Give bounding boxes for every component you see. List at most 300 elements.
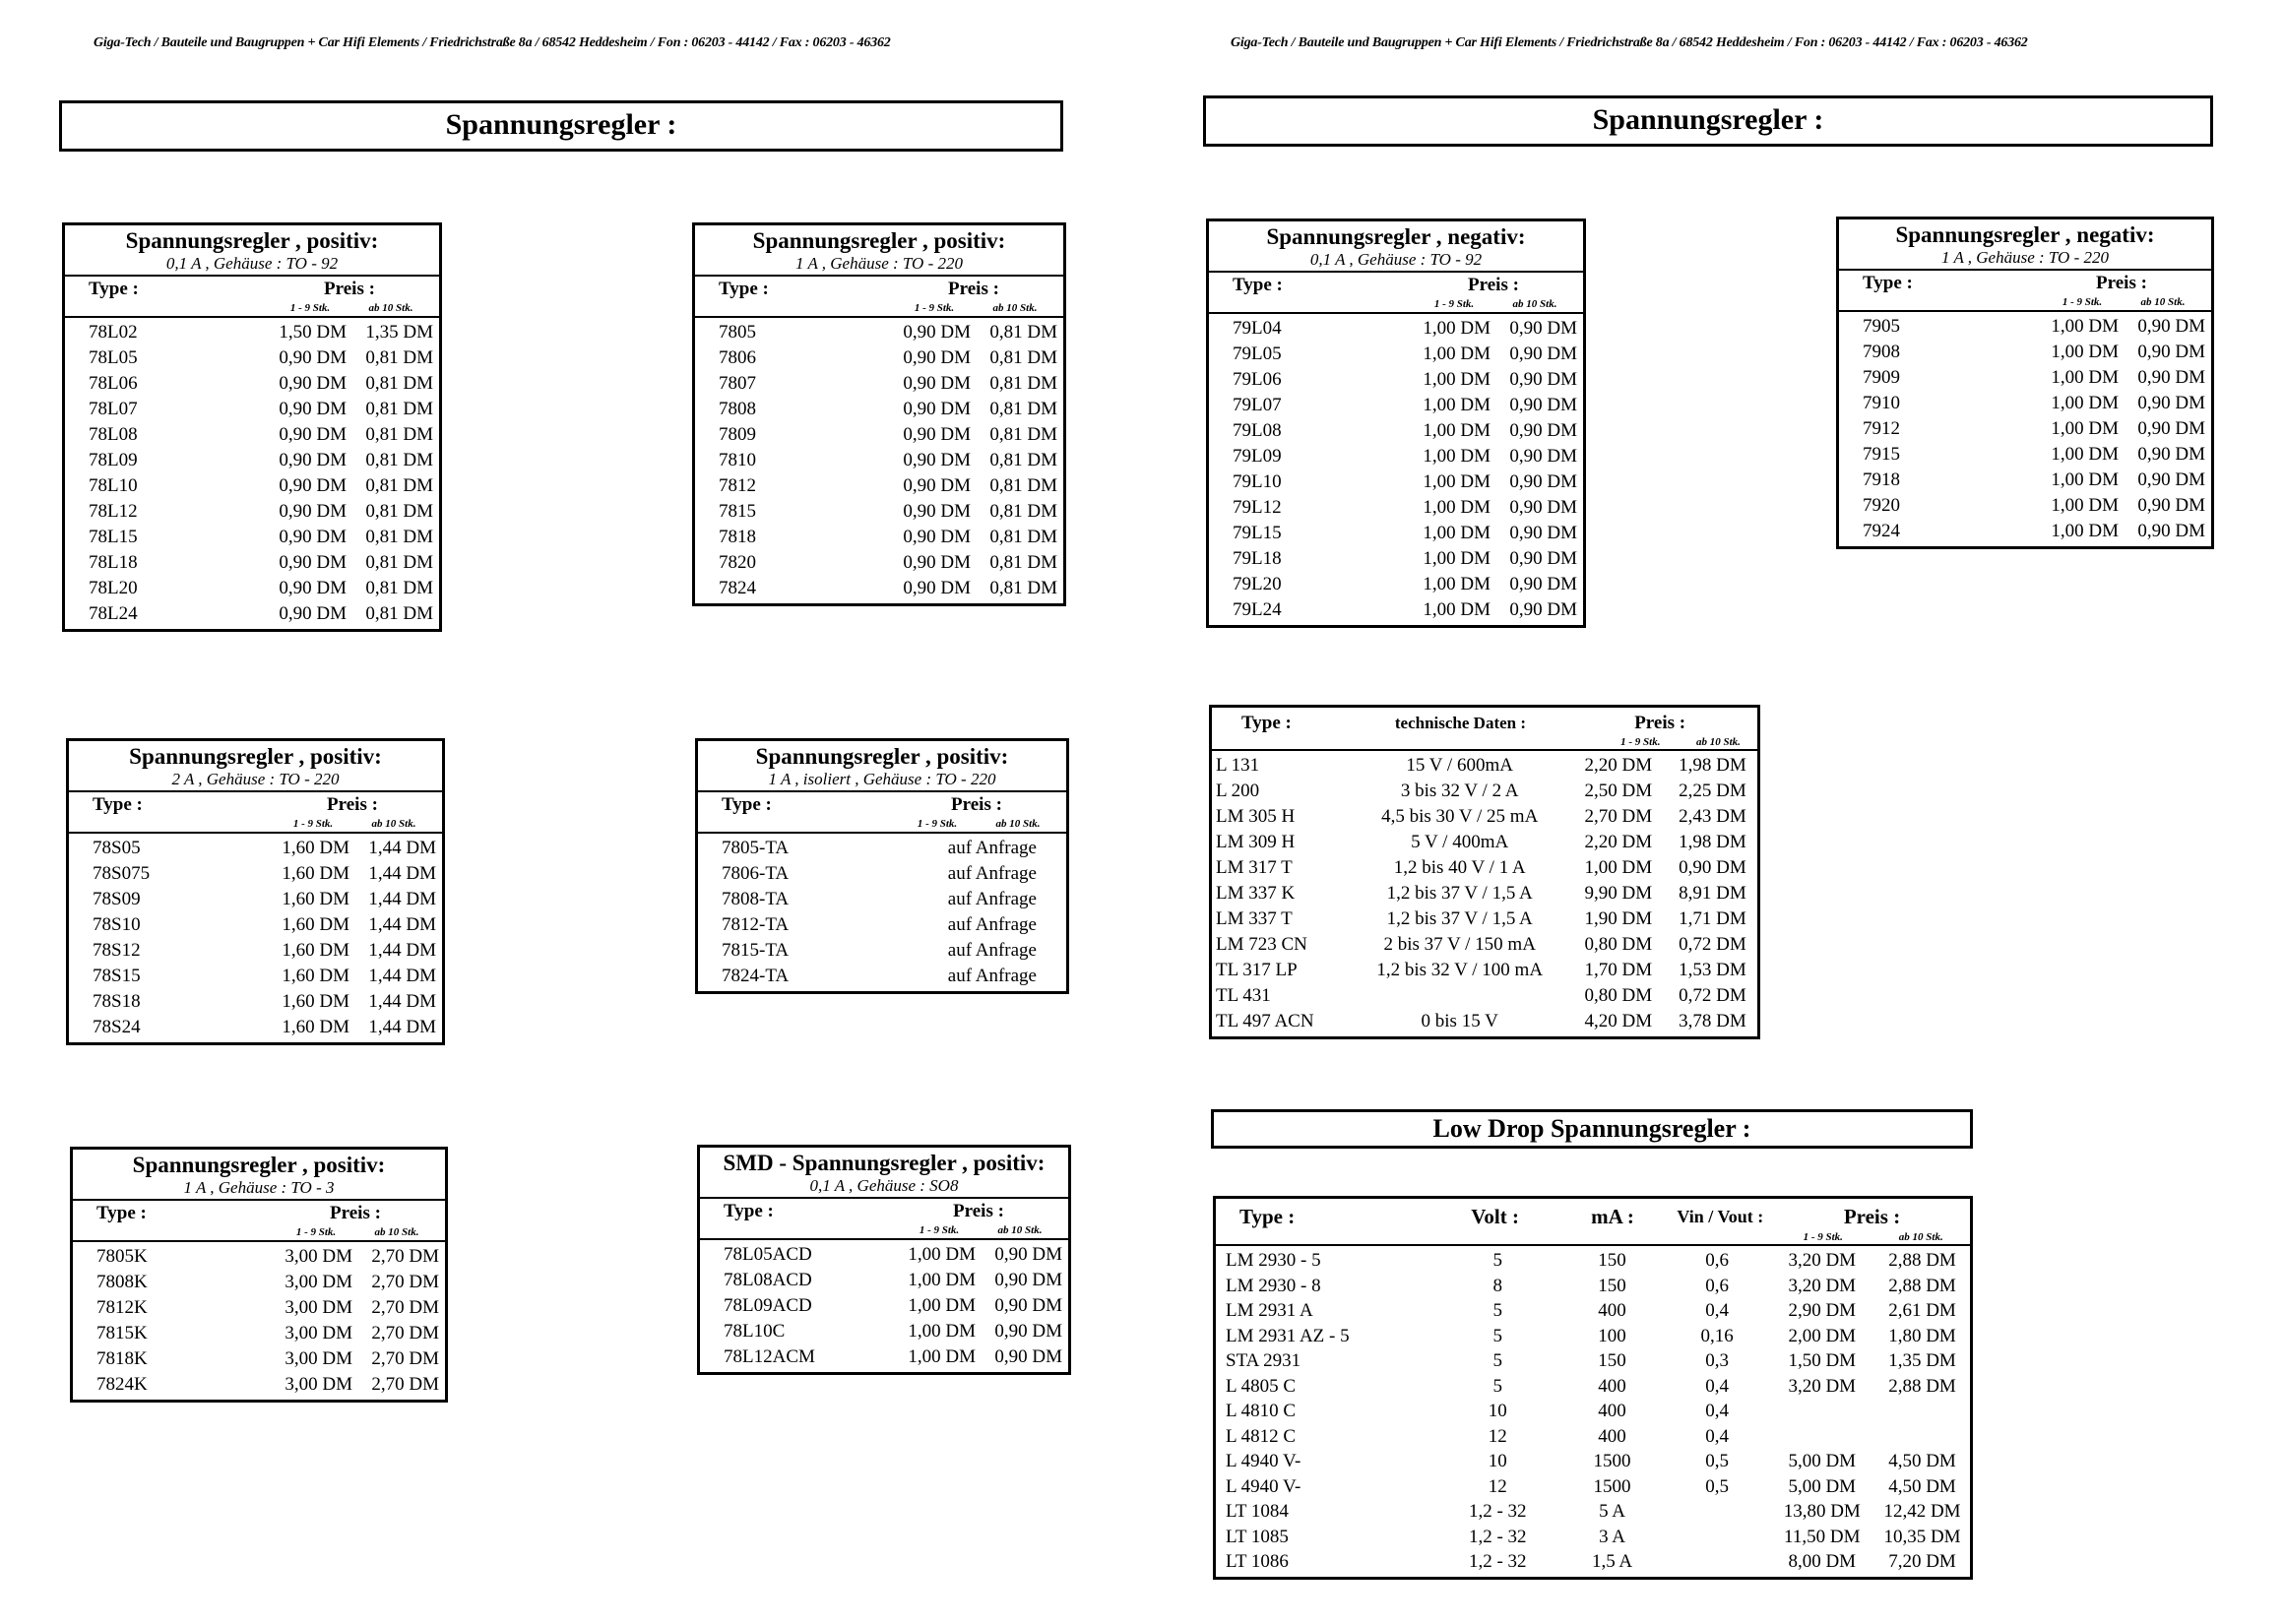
- price-1-9: 0,80 DM: [1584, 934, 1653, 955]
- price-1-9: 2,70 DM: [1584, 806, 1653, 827]
- table-row: [73, 1270, 445, 1295]
- price-note: auf Anfrage: [947, 889, 1037, 909]
- table-row: [1212, 958, 1757, 983]
- price-10: 0,90 DM: [2137, 495, 2205, 516]
- price-10: 1,71 DM: [1679, 908, 1746, 929]
- price-10: 0,81 DM: [365, 424, 433, 445]
- table-row: [1839, 468, 2211, 493]
- quantity-header: [700, 1222, 1068, 1240]
- price-1-9: 4,20 DM: [1584, 1011, 1653, 1031]
- price-10: 1,44 DM: [368, 863, 436, 884]
- price-1-9: 1,00 DM: [2051, 393, 2119, 413]
- price-10: 0,90 DM: [2137, 444, 2205, 465]
- current: 100: [1598, 1325, 1626, 1346]
- col-preis: Preis :: [324, 279, 375, 299]
- price-10: 0,81 DM: [365, 373, 433, 394]
- table-row: [65, 550, 439, 576]
- table-row: [1209, 546, 1583, 572]
- page-title-right: Spannungsregler :: [1203, 95, 2213, 147]
- price-1-9: 0,90 DM: [903, 475, 971, 496]
- column-header: [1839, 271, 2211, 294]
- part-type: 79L24: [1233, 599, 1282, 620]
- part-type: 7808-TA: [722, 889, 790, 909]
- table-row: [1216, 1348, 1970, 1374]
- price-1-9: 3,00 DM: [285, 1246, 352, 1267]
- table-row: [700, 1319, 1068, 1344]
- price-note: auf Anfrage: [947, 863, 1037, 884]
- part-type: 7910: [1863, 393, 1900, 413]
- col-qty-1: 1 - 9 Stk.: [2062, 296, 2103, 308]
- column-header: [65, 277, 439, 300]
- price-1-9: 3,00 DM: [285, 1374, 352, 1395]
- part-type: LM 305 H: [1216, 806, 1296, 827]
- part-type: 78L15: [89, 527, 138, 547]
- table-row: [1216, 1248, 1970, 1274]
- col-type: Type :: [724, 1201, 774, 1221]
- price-10: 2,70 DM: [371, 1297, 439, 1318]
- price-10: 0,72 DM: [1679, 985, 1746, 1006]
- col-type: Type :: [719, 279, 769, 299]
- price-10: 0,81 DM: [365, 603, 433, 624]
- price-1-9: [1769, 1424, 1874, 1450]
- technical-data: 0 bis 15 V: [1421, 1011, 1498, 1031]
- table-row: [698, 938, 1066, 964]
- part-type: 79L05: [1233, 344, 1282, 364]
- table-row: [1209, 469, 1583, 495]
- part-type: 79L10: [1233, 471, 1282, 492]
- table-title: SMD - Spannungsregler , positiv:: [723, 1151, 1046, 1175]
- vin-vout: 0,4: [1705, 1375, 1730, 1397]
- part-type: 78L12: [89, 501, 138, 522]
- price-10: 3,78 DM: [1679, 1011, 1746, 1031]
- part-type: LM 723 CN: [1216, 934, 1307, 955]
- col-type: Type :: [1241, 713, 1292, 733]
- price-1-9: 1,00 DM: [1584, 857, 1653, 878]
- price-10: 2,88 DM: [1888, 1375, 1956, 1397]
- price-1-9: 1,00 DM: [2051, 367, 2119, 388]
- col-qty-10: ab 10 Stk.: [2140, 296, 2186, 308]
- column-header: [73, 1201, 445, 1224]
- volt: 10: [1488, 1401, 1507, 1421]
- col-preis: Preis :: [330, 1203, 381, 1223]
- table-row: [698, 887, 1066, 912]
- price-1-9: 11,50 DM: [1784, 1526, 1861, 1547]
- price-1-9: 1,60 DM: [282, 991, 349, 1012]
- vin-vout: [1665, 1499, 1770, 1525]
- price-1-9: 0,90 DM: [279, 475, 347, 496]
- price-1-9: 0,90 DM: [279, 552, 347, 573]
- table-subtitle: 0,1 A , Gehäuse : TO - 92: [1309, 250, 1483, 269]
- price-table: [692, 222, 1066, 606]
- table-row: [1209, 316, 1583, 342]
- price-10: 0,81 DM: [365, 347, 433, 368]
- part-type: 78L08ACD: [724, 1270, 812, 1290]
- price-10: 4,50 DM: [1888, 1475, 1956, 1497]
- price-10: 1,44 DM: [368, 991, 436, 1012]
- price-1-9: 5,00 DM: [1788, 1451, 1857, 1471]
- table-title: Spannungsregler , negativ:: [1266, 224, 1526, 249]
- price-1-9: 1,00 DM: [2051, 469, 2119, 490]
- price-1-9: 0,90 DM: [279, 399, 347, 419]
- part-type: 78S05: [93, 838, 141, 858]
- price-1-9: 1,00 DM: [2051, 342, 2119, 362]
- price-1-9: 0,90 DM: [903, 347, 971, 368]
- part-type: LM 2930 - 5: [1226, 1250, 1321, 1271]
- current: 1,5 A: [1591, 1551, 1633, 1572]
- price-1-9: 3,20 DM: [1788, 1275, 1857, 1296]
- price-1-9: 1,00 DM: [1423, 599, 1491, 620]
- column-header: [698, 792, 1066, 816]
- part-type: 7809: [719, 424, 756, 445]
- price-10: 0,90 DM: [2137, 316, 2205, 337]
- price-10: 10,35 DM: [1883, 1526, 1961, 1547]
- price-10: 2,70 DM: [371, 1323, 439, 1343]
- table-row: [1839, 519, 2211, 544]
- price-10: 2,70 DM: [371, 1272, 439, 1292]
- price-1-9: 1,00 DM: [908, 1244, 976, 1265]
- part-type: LM 337 T: [1216, 908, 1293, 929]
- part-type: 7805: [719, 322, 756, 343]
- price-note: auf Anfrage: [947, 838, 1037, 858]
- price-10: 2,88 DM: [1888, 1250, 1956, 1271]
- price-10: 0,72 DM: [1679, 934, 1746, 955]
- part-type: 78L10: [89, 475, 138, 496]
- price-10: 0,81 DM: [365, 501, 433, 522]
- price-1-9: 1,50 DM: [279, 322, 347, 343]
- price-1-9: 3,00 DM: [285, 1272, 352, 1292]
- price-1-9: 3,00 DM: [285, 1348, 352, 1369]
- quantity-header: [1839, 294, 2211, 312]
- price-1-9: 0,90 DM: [279, 527, 347, 547]
- table-row: [65, 371, 439, 397]
- price-10: 0,90 DM: [1679, 857, 1746, 878]
- vin-vout: 0,4: [1705, 1300, 1730, 1321]
- table-row: [73, 1346, 445, 1372]
- col-preis: Preis :: [948, 279, 999, 299]
- quantity-header: [73, 1224, 445, 1242]
- table-row: [1209, 597, 1583, 623]
- col-qty-1: 1 - 9 Stk.: [295, 1226, 337, 1238]
- price-1-9: 13,80 DM: [1783, 1501, 1861, 1522]
- price-table: [1206, 219, 1586, 628]
- price-10: 0,90 DM: [994, 1295, 1062, 1316]
- table-row: [1209, 393, 1583, 418]
- current: 400: [1598, 1425, 1626, 1447]
- table-header: [1209, 221, 1583, 273]
- price-1-9: 0,90 DM: [903, 578, 971, 598]
- current: 400: [1598, 1300, 1626, 1321]
- part-type: 79L08: [1233, 420, 1282, 441]
- price-10: 0,81 DM: [365, 578, 433, 598]
- price-1-9: 0,90 DM: [903, 322, 971, 343]
- part-type: 78S24: [93, 1017, 141, 1037]
- part-type: L 200: [1216, 781, 1260, 801]
- table-row: [1212, 983, 1757, 1009]
- price-10: 8,91 DM: [1679, 883, 1746, 904]
- page-title-left: Spannungsregler :: [59, 100, 1063, 152]
- part-type: 79L06: [1233, 369, 1282, 390]
- price-1-9: 1,00 DM: [1423, 523, 1491, 543]
- part-type: LM 2930 - 8: [1226, 1275, 1321, 1296]
- table-row: [695, 397, 1063, 422]
- table-row: [65, 448, 439, 473]
- price-1-9: 1,60 DM: [282, 863, 349, 884]
- table-row: [1216, 1549, 1970, 1575]
- part-type: TL 431: [1216, 985, 1271, 1006]
- table-row: [1216, 1424, 1970, 1450]
- part-type: 7808: [719, 399, 756, 419]
- part-type: 7918: [1863, 469, 1900, 490]
- current: 150: [1598, 1350, 1626, 1371]
- price-1-9: 1,60 DM: [282, 966, 349, 986]
- table-row: [65, 473, 439, 499]
- table-title: Spannungsregler , positiv:: [755, 744, 1009, 769]
- vin-vout: 0,4: [1705, 1401, 1730, 1421]
- part-type: 7915: [1863, 444, 1900, 465]
- lowdrop-table: [1213, 1196, 1973, 1580]
- price-1-9: 1,50 DM: [1788, 1350, 1857, 1371]
- part-type: 79L15: [1233, 523, 1282, 543]
- price-1-9: 1,00 DM: [908, 1295, 976, 1316]
- volt: 5: [1492, 1300, 1502, 1321]
- col-qty-1: 1 - 9 Stk.: [1620, 736, 1661, 748]
- table-title: Spannungsregler , positiv:: [125, 228, 379, 253]
- current: 1500: [1593, 1475, 1631, 1497]
- table-row: [1839, 416, 2211, 442]
- part-type: 7818: [719, 527, 756, 547]
- table-row: [69, 887, 442, 912]
- part-type: TL 497 ACN: [1216, 1011, 1314, 1031]
- quantity-header: [69, 816, 442, 834]
- table-row: [1212, 753, 1757, 779]
- lowdrop-title: Low Drop Spannungsregler :: [1211, 1109, 1973, 1149]
- price-1-9: 1,60 DM: [282, 1017, 349, 1037]
- col-preis: Preis :: [953, 1201, 1004, 1221]
- price-1-9: 1,60 DM: [282, 940, 349, 961]
- part-type: 7912: [1863, 418, 1900, 439]
- price-10: 0,90 DM: [1509, 318, 1577, 339]
- price-1-9: 1,00 DM: [2051, 316, 2119, 337]
- column-header: [69, 792, 442, 816]
- col-type: Type :: [1863, 273, 1913, 293]
- price-10: 1,44 DM: [368, 966, 436, 986]
- table-row: [1839, 314, 2211, 340]
- table-row: [65, 345, 439, 371]
- ld-col-vin: Vin / Vout :: [1677, 1207, 1764, 1226]
- current: 150: [1598, 1250, 1626, 1271]
- tech-rows: [1212, 751, 1757, 1036]
- col-qty-10: ab 10 Stk.: [371, 818, 416, 830]
- price-10: 7,20 DM: [1888, 1551, 1956, 1572]
- table-row: [65, 525, 439, 550]
- price-10: 1,80 DM: [1888, 1325, 1956, 1346]
- price-1-9: 1,00 DM: [2051, 444, 2119, 465]
- part-type: L 4810 C: [1226, 1401, 1297, 1421]
- table-row: [69, 861, 442, 887]
- price-10: 0,90 DM: [1509, 369, 1577, 390]
- part-type: 78S09: [93, 889, 141, 909]
- technical-data: 3 bis 32 V / 2 A: [1400, 781, 1519, 801]
- volt: 5: [1492, 1350, 1502, 1371]
- price-1-9: 1,00 DM: [1423, 318, 1491, 339]
- part-type: LT 1086: [1226, 1551, 1289, 1572]
- part-type: 78L07: [89, 399, 138, 419]
- technical-data: 1,2 bis 40 V / 1 A: [1393, 857, 1526, 878]
- quantity-header: [1209, 296, 1583, 314]
- price-10: 2,70 DM: [371, 1246, 439, 1267]
- price-10: 0,90 DM: [1509, 446, 1577, 467]
- part-type: 78S12: [93, 940, 141, 961]
- table-row: [1839, 391, 2211, 416]
- table-row: [695, 320, 1063, 345]
- volt: 1,2 - 32: [1468, 1526, 1527, 1547]
- current: 400: [1598, 1375, 1626, 1397]
- table-row: [1212, 906, 1757, 932]
- col-qty-10: ab 10 Stk.: [997, 1224, 1043, 1236]
- table-header: [69, 741, 442, 792]
- volt: 1,2 - 32: [1468, 1551, 1527, 1572]
- technical-data-table: [1209, 705, 1760, 1039]
- price-10: 0,90 DM: [2137, 418, 2205, 439]
- current: 400: [1598, 1401, 1626, 1421]
- vin-vout: [1665, 1549, 1770, 1575]
- table-row: [73, 1372, 445, 1398]
- current: 3 A: [1599, 1526, 1625, 1547]
- table-header: [698, 741, 1066, 792]
- price-10: 0,81 DM: [989, 373, 1057, 394]
- ld-col-qty-10: ab 10 Stk.: [1898, 1231, 1943, 1243]
- technical-data: [1351, 983, 1569, 1009]
- table-rows: [698, 834, 1066, 991]
- part-type: 7812-TA: [722, 914, 790, 935]
- price-1-9: 3,20 DM: [1788, 1375, 1857, 1397]
- price-1-9: 0,90 DM: [903, 373, 971, 394]
- part-type: 7815: [719, 501, 756, 522]
- technical-data: 1,2 bis 32 V / 100 mA: [1376, 960, 1544, 980]
- part-type: 79L09: [1233, 446, 1282, 467]
- table-row: [695, 525, 1063, 550]
- price-1-9: 0,90 DM: [903, 450, 971, 470]
- price-10: 0,90 DM: [1509, 599, 1577, 620]
- table-row: [65, 499, 439, 525]
- part-type: 79L07: [1233, 395, 1282, 415]
- price-10: 0,81 DM: [365, 552, 433, 573]
- table-row: [695, 576, 1063, 601]
- price-10: 0,81 DM: [989, 399, 1057, 419]
- price-10: 0,81 DM: [989, 501, 1057, 522]
- part-type: 7924: [1863, 521, 1900, 541]
- table-row: [69, 964, 442, 989]
- part-type: 78L24: [89, 603, 138, 624]
- price-1-9: 1,00 DM: [2051, 418, 2119, 439]
- col-qty-1: 1 - 9 Stk.: [914, 302, 955, 314]
- price-10: 0,90 DM: [994, 1244, 1062, 1265]
- price-table: [62, 222, 442, 632]
- part-type: 7815K: [96, 1323, 148, 1343]
- price-1-9: 1,00 DM: [1423, 369, 1491, 390]
- col-qty-1: 1 - 9 Stk.: [1433, 298, 1475, 310]
- price-10: 1,44 DM: [368, 889, 436, 909]
- volt: 8: [1492, 1275, 1502, 1296]
- col-qty-1: 1 - 9 Stk.: [289, 302, 331, 314]
- table-row: [700, 1293, 1068, 1319]
- part-type: LT 1084: [1226, 1501, 1289, 1522]
- volt: 1,2 - 32: [1468, 1501, 1527, 1522]
- price-10: 0,81 DM: [365, 399, 433, 419]
- table-subtitle: 2 A , Gehäuse : TO - 220: [171, 770, 340, 788]
- table-rows: [73, 1242, 445, 1400]
- volt: 5: [1492, 1325, 1502, 1346]
- column-header: [1209, 273, 1583, 296]
- part-type: 78L09ACD: [724, 1295, 812, 1316]
- col-preis: Preis :: [2096, 273, 2147, 293]
- price-1-9: 1,00 DM: [1423, 548, 1491, 569]
- volt: 5: [1492, 1250, 1502, 1271]
- price-10: 1,44 DM: [368, 940, 436, 961]
- price-1-9: 0,90 DM: [903, 399, 971, 419]
- table-row: [695, 473, 1063, 499]
- table-header: [73, 1150, 445, 1201]
- vin-vout: 0,16: [1700, 1325, 1734, 1346]
- part-type: 7824: [719, 578, 756, 598]
- price-1-9: 1,00 DM: [1423, 446, 1491, 467]
- price-10: [1874, 1399, 1970, 1424]
- table-header: [65, 225, 439, 277]
- table-subtitle: 1 A , Gehäuse : TO - 220: [1941, 248, 2109, 267]
- table-rows: [69, 834, 442, 1042]
- price-1-9: 1,00 DM: [1423, 471, 1491, 492]
- table-row: [700, 1242, 1068, 1268]
- part-type: 78L02: [89, 322, 138, 343]
- table-row: [1212, 932, 1757, 958]
- part-type: 7824K: [96, 1374, 148, 1395]
- vin-vout: 0,4: [1705, 1425, 1730, 1447]
- part-type: 79L20: [1233, 574, 1282, 594]
- part-type: 78S075: [93, 863, 151, 884]
- table-rows: [1839, 312, 2211, 546]
- price-1-9: 0,90 DM: [279, 501, 347, 522]
- ld-col-qty-1: 1 - 9 Stk.: [1803, 1231, 1843, 1243]
- col-qty-10: ab 10 Stk.: [1512, 298, 1557, 310]
- price-10: 1,44 DM: [368, 1017, 436, 1037]
- ld-col-ma: mA :: [1591, 1205, 1634, 1228]
- table-row: [700, 1268, 1068, 1293]
- table-row: [1216, 1525, 1970, 1550]
- table-row: [695, 345, 1063, 371]
- price-10: 0,90 DM: [1509, 344, 1577, 364]
- table-title: Spannungsregler , positiv:: [129, 744, 382, 769]
- col-preis: Preis :: [1634, 713, 1686, 733]
- current: 5 A: [1599, 1501, 1625, 1522]
- price-10: 0,81 DM: [365, 527, 433, 547]
- table-row: [1216, 1274, 1970, 1299]
- technical-data: 15 V / 600mA: [1406, 755, 1513, 776]
- price-10: 2,43 DM: [1679, 806, 1746, 827]
- part-type: L 4812 C: [1226, 1425, 1297, 1447]
- part-type: LM 317 T: [1216, 857, 1293, 878]
- price-10: 1,98 DM: [1679, 832, 1746, 852]
- price-1-9: 1,60 DM: [282, 838, 349, 858]
- price-10: 0,90 DM: [994, 1321, 1062, 1342]
- table-title: Spannungsregler , negativ:: [1895, 222, 2155, 247]
- table-row: [1216, 1374, 1970, 1400]
- part-type: 79L04: [1233, 318, 1282, 339]
- table-row: [1209, 521, 1583, 546]
- part-type: 78L10C: [724, 1321, 786, 1342]
- price-10: 2,88 DM: [1888, 1275, 1956, 1296]
- price-1-9: 0,90 DM: [903, 552, 971, 573]
- price-1-9: 3,00 DM: [285, 1323, 352, 1343]
